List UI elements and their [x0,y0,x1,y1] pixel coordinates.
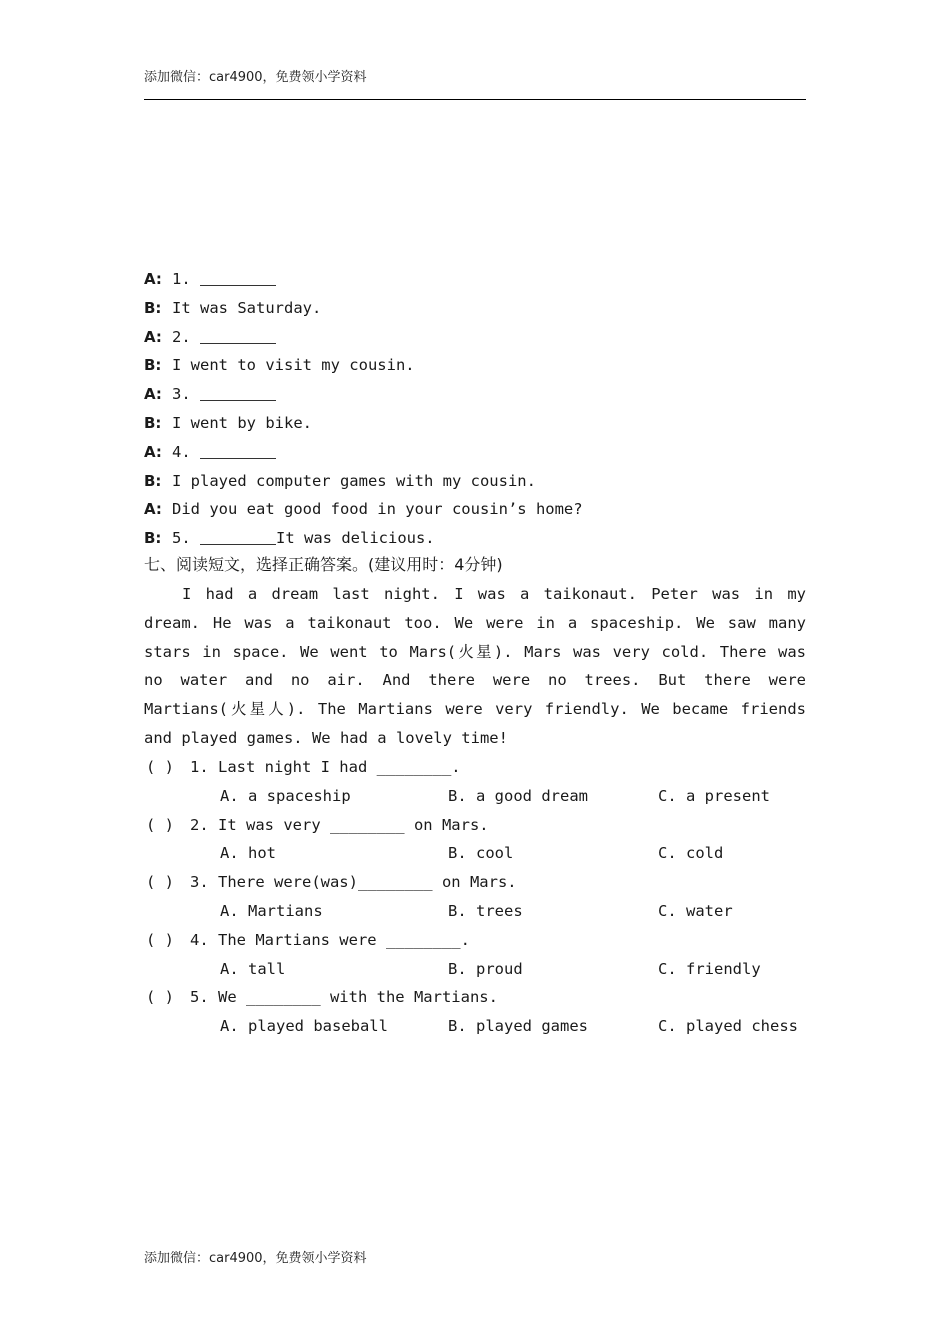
passage-line: and played games. We had a lovely time! [144,728,508,747]
passage-line: no water and no air. And there were no trees. But there were [144,671,806,690]
question-stem: ( ) 2. It was very ________ on Mars. [144,811,824,840]
answer-paren[interactable]: ( ) [146,930,174,949]
answer-paren[interactable]: ( ) [146,815,174,834]
option-c[interactable]: C. played chess [658,1017,798,1036]
page-footer: 添加微信：car4900，免费领小学资料 [144,1251,367,1266]
dialog-line: B: 5. It was delicious. [144,529,435,548]
dialog-line: B: I went by bike. [144,413,312,432]
answer-blank[interactable] [200,528,276,545]
reading-passage [144,580,806,753]
dialog-line: B: I played computer games with my cousin. [144,471,536,490]
option-c[interactable]: C. friendly [658,959,761,978]
passage-line: I had a dream last night. I was a taikonaut. Peter was in my [182,585,806,603]
question-stem: ( ) 1. Last night I had ________. [144,753,824,782]
answer-blank[interactable] [200,384,276,401]
question-options [144,955,824,984]
option-a[interactable]: A. hot [220,844,276,863]
option-b[interactable]: B. played games [448,1017,588,1036]
question-options [144,782,824,811]
question-stem: ( ) 5. We ________ with the Martians. [144,983,824,1012]
header-rule [144,99,806,100]
option-a[interactable]: A. a spaceship [220,786,351,805]
option-a[interactable]: A. tall [220,959,286,978]
option-b[interactable]: B. trees [448,901,523,920]
answer-blank[interactable] [200,442,276,459]
dialog-exercise [144,265,824,553]
passage-line: dream. He was a taikonaut too. We were in a spaceship. We saw many [144,613,806,632]
question-list [144,753,824,1041]
passage-line: Martians(火星人). The Martians were very friendly. We became friends [144,700,806,719]
option-a[interactable]: A. Martians [220,901,323,920]
answer-paren[interactable]: ( ) [146,988,174,1007]
option-c[interactable]: C. cold [658,844,724,863]
answer-blank[interactable] [200,269,276,286]
question-options [144,897,824,926]
option-c[interactable]: C. water [658,901,733,920]
option-a[interactable]: A. played baseball [220,1017,388,1036]
dialog-line: A: 1. [144,265,824,294]
dialog-line: A: Did you eat good food in your cousin’s home? [144,500,583,519]
option-c[interactable]: C. a present [658,786,770,805]
section-title: 七、阅读短文，选择正确答案。(建议用时：4分钟) [144,555,503,574]
dialog-line: A: 2. [144,323,824,352]
option-b[interactable]: B. proud [448,959,523,978]
passage-line: stars in space. We went to Mars(火星). Mars was very cold. There was [144,642,806,661]
dialog-line: A: 3. [144,380,824,409]
answer-paren[interactable]: ( ) [146,873,174,892]
question-stem: ( ) 4. The Martians were ________. [144,926,824,955]
question-options [144,1012,824,1041]
question-options [144,839,824,868]
answer-paren[interactable]: ( ) [146,758,174,776]
dialog-line: B: It was Saturday. [144,298,322,317]
dialog-line: B: I went to visit my cousin. [144,356,415,375]
dialog-line: A: 4. [144,438,824,467]
option-b[interactable]: B. cool [448,844,514,863]
question-stem: ( ) 3. There were(was)________ on Mars. [144,868,824,897]
page-header: 添加微信：car4900，免费领小学资料 [144,70,367,85]
option-b[interactable]: B. a good dream [448,786,588,805]
answer-blank[interactable] [200,327,276,344]
